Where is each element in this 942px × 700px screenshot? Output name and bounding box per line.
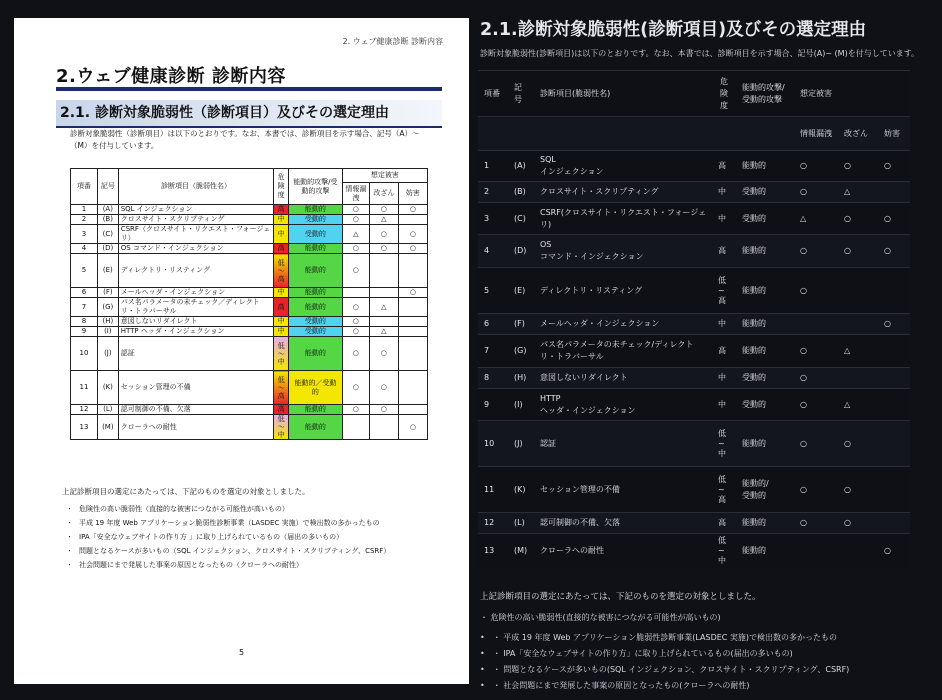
row-number: 10: [71, 337, 98, 371]
row-dos: [398, 215, 427, 225]
row-vuln-name: メールヘッダ・インジェクション: [118, 288, 274, 298]
header-dos: 妨害: [398, 183, 427, 205]
row-sym: (E): [508, 268, 534, 314]
bullet-item: ・ 社会問題にまで発展した事案の原因となったもの（クローラへの耐性）: [66, 558, 390, 572]
row-risk: 中: [714, 314, 736, 335]
row-tamper: [369, 254, 398, 288]
row-dos: [878, 389, 910, 421]
table-row: [71, 337, 428, 371]
row-leak: ○: [794, 513, 838, 534]
row-dos: ○: [398, 415, 427, 440]
row-sym: (D): [508, 235, 534, 268]
transcript-selection-text: 上記診断項目の選定にあたっては、下記のものを選定の対象としました。: [480, 592, 761, 602]
table-row: [478, 389, 910, 421]
row-symbol: (M): [97, 415, 118, 440]
table-row: [478, 513, 910, 534]
table-row: [71, 317, 428, 327]
row-vuln-name: OS コマンド・インジェクション: [118, 244, 274, 254]
row-risk: 低 〜 中: [274, 415, 289, 440]
row-name: クローラへの耐性: [534, 534, 714, 569]
row-leak: ○: [342, 205, 369, 215]
row-risk: 中: [714, 203, 736, 235]
transcript-bullets: [480, 630, 849, 694]
row-risk: 低 〜 中: [274, 337, 289, 371]
bullet-item: ・ 問題となるケースが多いもの（SQL インジェクション、クロスサイト・スクリプティング、CSRF）: [66, 544, 390, 558]
row-name: セッション管理の不備: [534, 467, 714, 513]
page-number: 5: [238, 648, 245, 657]
row-tamper: ○: [838, 235, 878, 268]
table-row: [71, 327, 428, 337]
row-dos: [398, 298, 427, 317]
row-symbol: (D): [97, 244, 118, 254]
row-tamper: ○: [838, 513, 878, 534]
row-dos: [878, 335, 910, 368]
bullet-item: • ・ IPA「安全なウェブサイトの作り方」に取り上げられているもの(届出の多いもの): [480, 646, 849, 662]
header-dos: 妨害: [878, 117, 910, 151]
row-risk: 高: [274, 205, 289, 215]
row-symbol: (A): [97, 205, 118, 215]
header-damage: 想定被害: [342, 169, 427, 183]
row-symbol: (F): [97, 288, 118, 298]
row-risk: 低 ~ 高: [714, 268, 736, 314]
row-vuln-name: SQL インジェクション: [118, 205, 274, 215]
row-number: 2: [71, 215, 98, 225]
row-sym: (K): [508, 467, 534, 513]
row-leak: ○: [342, 337, 369, 371]
row-leak: ○: [342, 215, 369, 225]
page-header: 2. ウェブ健康診断 診断内容: [342, 37, 443, 46]
row-sym: (F): [508, 314, 534, 335]
bullet-item: • ・ 平成 19 年度 Web アプリケーション脆弱性診断事業(LASDEC 実施)で検出数の多かったもの: [480, 630, 849, 646]
table-row: [478, 314, 910, 335]
row-dos: [398, 327, 427, 337]
table-row: [71, 298, 428, 317]
row-vuln-name: 認証: [118, 337, 274, 371]
row-tamper: △: [369, 215, 398, 225]
row-attack: 受動的: [736, 182, 794, 203]
row-risk: 低 ~ 高: [714, 467, 736, 513]
row-dos: ○: [398, 288, 427, 298]
row-leak: ○: [342, 371, 369, 405]
row-attack: 能動的: [736, 314, 794, 335]
document-page: [14, 18, 469, 684]
row-attack-type: 能動的: [288, 415, 342, 440]
row-tamper: ○: [838, 467, 878, 513]
row-vuln-name: パス名パラメータの未チェック／ディレクトリ・トラバーサル: [118, 298, 274, 317]
row-no: 6: [478, 314, 508, 335]
row-name: ディレクトリ・リスティング: [534, 268, 714, 314]
row-leak: ○: [342, 244, 369, 254]
row-symbol: (L): [97, 405, 118, 415]
row-dos: [878, 513, 910, 534]
header-no: 項番: [71, 169, 98, 205]
row-no: 10: [478, 421, 508, 467]
row-risk: 高: [714, 151, 736, 182]
row-sym: (M): [508, 534, 534, 569]
table-row: [478, 335, 910, 368]
row-number: 12: [71, 405, 98, 415]
row-attack-type: 受動的: [288, 317, 342, 327]
row-symbol: (K): [97, 371, 118, 405]
row-name: SQL インジェクション: [534, 151, 714, 182]
row-risk: 高: [274, 244, 289, 254]
row-attack: 受動的: [736, 203, 794, 235]
table-row: [71, 254, 428, 288]
row-attack-type: 受動的: [288, 327, 342, 337]
row-risk: 中: [714, 368, 736, 389]
row-attack: 能動的: [736, 534, 794, 569]
row-number: 8: [71, 317, 98, 327]
row-attack-type: 受動的: [288, 225, 342, 244]
row-leak: [794, 534, 838, 569]
row-leak: △: [794, 203, 838, 235]
row-no: 11: [478, 467, 508, 513]
row-leak: [794, 314, 838, 335]
row-no: 2: [478, 182, 508, 203]
row-name: パス名パラメータの未チェック/ディレクトリ・トラバーサル: [534, 335, 714, 368]
row-risk: 中: [274, 215, 289, 225]
row-leak: ○: [342, 405, 369, 415]
row-risk: 中: [714, 389, 736, 421]
row-number: 4: [71, 244, 98, 254]
row-vuln-name: ディレクトリ・リスティング: [118, 254, 274, 288]
row-dos: [878, 467, 910, 513]
vulnerability-table: [70, 168, 428, 440]
row-dos: ○: [398, 244, 427, 254]
row-no: 9: [478, 389, 508, 421]
row-dos: [878, 182, 910, 203]
table-row: [478, 182, 910, 203]
header-symbol: 記号: [508, 71, 534, 117]
header-leak: 情報漏洩: [794, 117, 838, 151]
row-leak: ○: [794, 368, 838, 389]
row-no: 4: [478, 235, 508, 268]
table-row: [71, 405, 428, 415]
header-tamper: 改ざん: [838, 117, 878, 151]
header-no: 項番: [478, 71, 508, 117]
row-leak: ○: [794, 182, 838, 203]
transcript-sub-bullet: ・ 危険性の高い脆弱性(直接的な被害につながる可能性が高いもの): [480, 613, 721, 622]
table-row: [478, 235, 910, 268]
row-leak: △: [342, 225, 369, 244]
row-risk: 中: [274, 327, 289, 337]
header-tamper: 改ざん: [369, 183, 398, 205]
row-tamper: [838, 268, 878, 314]
row-tamper: ○: [838, 203, 878, 235]
table-row: [478, 534, 910, 569]
row-dos: [398, 254, 427, 288]
row-leak: ○: [794, 335, 838, 368]
row-vuln-name: 意図しないリダイレクト: [118, 317, 274, 327]
row-no: 1: [478, 151, 508, 182]
row-name: メールヘッダ・インジェクション: [534, 314, 714, 335]
selection-text: 上記診断項目の選定にあたっては、下記のものを選定の対象としました。: [62, 487, 310, 496]
table-row: [478, 151, 910, 182]
row-attack-type: 能動的／受動的: [288, 371, 342, 405]
transcript-table: [478, 70, 910, 569]
table-row: [71, 205, 428, 215]
row-vuln-name: HTTP ヘッダ・インジェクション: [118, 327, 274, 337]
row-attack-type: 能動的: [288, 254, 342, 288]
row-sym: (I): [508, 389, 534, 421]
header-leak: 情報漏洩: [342, 183, 369, 205]
row-name: 認可制御の不備、欠落: [534, 513, 714, 534]
section-heading: 2.ウェブ健康診断 診断内容: [56, 66, 286, 87]
row-name: CSRF(クロスサイト・リクエスト・フォージェリ): [534, 203, 714, 235]
row-attack: 能動的: [736, 513, 794, 534]
table-row: [71, 215, 428, 225]
table-row: [71, 225, 428, 244]
row-dos: [398, 405, 427, 415]
row-sym: (L): [508, 513, 534, 534]
row-risk: 中: [274, 225, 289, 244]
row-symbol: (J): [97, 337, 118, 371]
row-dos: ○: [878, 151, 910, 182]
row-symbol: (H): [97, 317, 118, 327]
table-row: [478, 203, 910, 235]
table-row: [478, 268, 910, 314]
row-tamper: [369, 288, 398, 298]
row-tamper: ○: [369, 405, 398, 415]
row-attack: 受動的: [736, 368, 794, 389]
row-symbol: (C): [97, 225, 118, 244]
row-vuln-name: CSRF（クロスサイト・リクエスト・フォージェリ）: [118, 225, 274, 244]
row-attack: 能動的: [736, 151, 794, 182]
table-row: [71, 371, 428, 405]
row-tamper: [369, 415, 398, 440]
row-leak: ○: [794, 421, 838, 467]
row-tamper: ○: [369, 225, 398, 244]
row-risk: 中: [274, 317, 289, 327]
header-attack: 能動的攻撃/受動的攻撃: [288, 169, 342, 205]
row-dos: ○: [398, 225, 427, 244]
row-leak: [342, 415, 369, 440]
row-risk: 中: [274, 288, 289, 298]
transcript-intro: 診断対象脆弱性(診断項目)は以下のとおりです。なお、本書では、診断項目を示す場合、記号(A)~ (M)を付与しています。: [480, 49, 920, 58]
row-risk: 低 〜 高: [274, 254, 289, 288]
row-risk: 高: [274, 298, 289, 317]
row-number: 5: [71, 254, 98, 288]
row-number: 3: [71, 225, 98, 244]
header-symbol: 記号: [97, 169, 118, 205]
row-dos: ○: [878, 534, 910, 569]
row-attack-type: 能動的: [288, 337, 342, 371]
row-tamper: [838, 368, 878, 389]
row-leak: [342, 288, 369, 298]
row-number: 11: [71, 371, 98, 405]
row-no: 13: [478, 534, 508, 569]
row-vuln-name: 認可制御の不備、欠落: [118, 405, 274, 415]
row-leak: ○: [342, 298, 369, 317]
row-attack: 受動的: [736, 389, 794, 421]
row-tamper: [838, 314, 878, 335]
row-leak: ○: [342, 327, 369, 337]
row-sym: (C): [508, 203, 534, 235]
row-risk: 低 〜 高: [274, 371, 289, 405]
header-name: 診断項目(脆弱性名): [534, 71, 714, 117]
row-name: OS コマンド・インジェクション: [534, 235, 714, 268]
header-damage: 想定被害: [794, 71, 878, 117]
row-dos: ○: [398, 205, 427, 215]
row-sym: (B): [508, 182, 534, 203]
transcription-panel: [476, 0, 936, 700]
row-dos: [398, 337, 427, 371]
bullet-item: • ・ 社会問題にまで発展した事案の原因となったもの(クローラへの耐性): [480, 678, 849, 694]
bullet-item: ・ 危険性の高い脆弱性（直接的な被害につながる可能性が高いもの）: [66, 502, 390, 516]
row-tamper: △: [838, 335, 878, 368]
row-risk: 高: [274, 405, 289, 415]
row-dos: [878, 268, 910, 314]
row-tamper: ○: [369, 205, 398, 215]
row-sym: (H): [508, 368, 534, 389]
row-dos: [398, 317, 427, 327]
table-row: [71, 244, 428, 254]
row-no: 3: [478, 203, 508, 235]
bullet-item: • ・ 問題となるケースが多いもの(SQL インジェクション、クロスサイト・スクリプティング、CSRF): [480, 662, 849, 678]
row-no: 12: [478, 513, 508, 534]
row-dos: ○: [878, 203, 910, 235]
row-dos: ○: [878, 235, 910, 268]
row-attack-type: 能動的: [288, 288, 342, 298]
row-attack: 能動的/ 受動的: [736, 467, 794, 513]
row-attack: 能動的: [736, 235, 794, 268]
row-leak: ○: [794, 389, 838, 421]
transcript-title: 2.1.診断対象脆弱性(診断項目)及びその選定理由: [480, 20, 867, 40]
row-attack: 能動的: [736, 421, 794, 467]
row-sym: (A): [508, 151, 534, 182]
row-name: 意図しないリダイレクト: [534, 368, 714, 389]
row-tamper: ○: [369, 337, 398, 371]
selection-bullets: [66, 502, 390, 572]
row-sym: (J): [508, 421, 534, 467]
row-name: HTTP ヘッダ・インジェクション: [534, 389, 714, 421]
row-tamper: ○: [838, 151, 878, 182]
row-tamper: [369, 317, 398, 327]
row-leak: ○: [794, 467, 838, 513]
row-symbol: (G): [97, 298, 118, 317]
row-number: 7: [71, 298, 98, 317]
row-tamper: ○: [838, 421, 878, 467]
row-symbol: (B): [97, 215, 118, 225]
table-row: [71, 288, 428, 298]
row-no: 7: [478, 335, 508, 368]
heading-rule: [56, 87, 442, 91]
row-vuln-name: クローラへの耐性: [118, 415, 274, 440]
header-risk: 危険度: [714, 71, 736, 117]
row-attack-type: 受動的: [288, 215, 342, 225]
row-attack: 能動的: [736, 335, 794, 368]
row-vuln-name: クロスサイト・スクリプティング: [118, 215, 274, 225]
row-attack-type: 能動的: [288, 405, 342, 415]
row-symbol: (E): [97, 254, 118, 288]
row-leak: ○: [794, 268, 838, 314]
row-risk: 高: [714, 335, 736, 368]
row-dos: [878, 368, 910, 389]
row-risk: 高: [714, 235, 736, 268]
header-name: 診断項目（脆弱性名）: [118, 169, 274, 205]
row-risk: 高: [714, 513, 736, 534]
row-tamper: ○: [369, 244, 398, 254]
row-number: 1: [71, 205, 98, 215]
bullet-item: ・ IPA「安全なウェブサイトの作り方 」に取り上げられているもの（届出の多いもの）: [66, 530, 390, 544]
row-tamper: △: [369, 327, 398, 337]
row-tamper: △: [838, 182, 878, 203]
row-no: 5: [478, 268, 508, 314]
row-leak: ○: [342, 317, 369, 327]
row-number: 6: [71, 288, 98, 298]
subsection-heading: 2.1. 診断対象脆弱性（診断項目）及びその選定理由: [56, 100, 442, 128]
row-no: 8: [478, 368, 508, 389]
row-leak: ○: [794, 235, 838, 268]
row-leak: ○: [342, 254, 369, 288]
header-risk: 危険度: [274, 169, 289, 205]
row-tamper: ○: [369, 371, 398, 405]
table-row: [71, 415, 428, 440]
row-risk: 低 ~ 中: [714, 534, 736, 569]
header-attack: 能動的攻撃/受動的攻撃: [736, 71, 794, 117]
table-row: [478, 421, 910, 467]
bullet-item: ・ 平成 19 年度 Web アプリケーション脆弱性診断事業（LASDEC 実施）で検出数の多かったもの: [66, 516, 390, 530]
row-attack-type: 能動的: [288, 298, 342, 317]
row-attack: 能動的: [736, 268, 794, 314]
table-row: [478, 368, 910, 389]
table-row: [478, 467, 910, 513]
row-dos: [878, 421, 910, 467]
row-name: クロスサイト・スクリプティング: [534, 182, 714, 203]
row-number: 13: [71, 415, 98, 440]
intro-paragraph: 診断対象脆弱性（診断項目）は以下のとおりです。なお、本書では、診断項目を示す場合、記号（A）〜（M）を付与しています。: [70, 129, 420, 150]
row-tamper: [838, 534, 878, 569]
row-attack-type: 能動的: [288, 205, 342, 215]
row-leak: ○: [794, 151, 838, 182]
row-risk: 低 ~ 中: [714, 421, 736, 467]
row-tamper: △: [838, 389, 878, 421]
row-dos: ○: [878, 314, 910, 335]
row-sym: (G): [508, 335, 534, 368]
row-number: 9: [71, 327, 98, 337]
row-tamper: △: [369, 298, 398, 317]
row-attack-type: 能動的: [288, 244, 342, 254]
row-vuln-name: セッション管理の不備: [118, 371, 274, 405]
row-dos: [398, 371, 427, 405]
row-name: 認証: [534, 421, 714, 467]
row-symbol: (I): [97, 327, 118, 337]
row-risk: 中: [714, 182, 736, 203]
